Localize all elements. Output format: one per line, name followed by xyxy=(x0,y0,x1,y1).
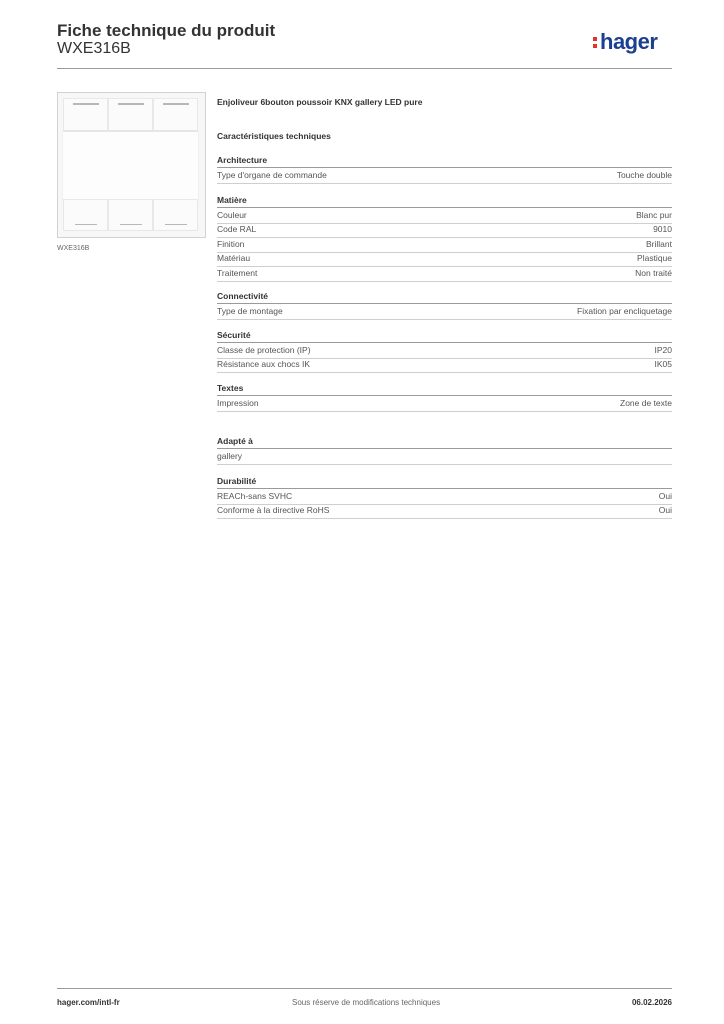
section-heading: Matière xyxy=(217,195,672,208)
brand-logo-text: hager xyxy=(600,29,658,54)
spec-label: Type de montage xyxy=(217,306,283,316)
spec-label: Traitement xyxy=(217,267,258,278)
page-title: Fiche technique du produit xyxy=(57,21,276,40)
section-heading: Durabilité xyxy=(217,476,672,489)
logo-dots-icon xyxy=(593,37,597,51)
footer-website: hager.com/intl-fr xyxy=(57,998,120,1007)
header-divider xyxy=(57,68,672,69)
footer-divider xyxy=(57,988,672,989)
spec-label: Classe de protection (IP) xyxy=(217,345,311,355)
spec-row xyxy=(217,268,672,282)
spec-label: Type d'organe de commande xyxy=(217,170,327,180)
spec-label: gallery xyxy=(217,451,243,461)
spec-row xyxy=(217,306,672,320)
section-heading: Adapté à xyxy=(217,436,672,449)
spec-label: Matériau xyxy=(217,253,251,264)
image-caption: WXE316B xyxy=(57,245,90,252)
spec-row xyxy=(217,345,672,359)
spec-value: Zone de texte xyxy=(620,398,672,408)
technical-heading: Caractéristiques techniques xyxy=(217,131,331,141)
spec-row xyxy=(217,253,672,267)
spec-row xyxy=(217,239,672,253)
spec-value: Oui xyxy=(658,491,672,501)
spec-label: Finition xyxy=(217,238,245,249)
spec-label: Code RAL xyxy=(217,224,257,235)
product-reference: WXE316B xyxy=(57,40,131,57)
spec-value: Plastique xyxy=(637,253,672,264)
spec-value: 9010 xyxy=(653,224,672,235)
spec-row xyxy=(217,451,672,465)
spec-value: Fixation par encliquetage xyxy=(577,306,672,316)
push-button-panel-image xyxy=(63,98,198,231)
brand-logo xyxy=(593,29,657,55)
section-heading: Textes xyxy=(217,383,672,396)
spec-value: IP20 xyxy=(654,345,672,355)
spec-label: Conforme à la directive RoHS xyxy=(217,505,330,516)
spec-row xyxy=(217,210,672,224)
spec-value: Non traité xyxy=(635,267,672,278)
product-name: Enjoliveur 6bouton poussoir KNX gallery LED pure xyxy=(217,97,423,107)
spec-value: Brillant xyxy=(646,238,672,249)
spec-value: Oui xyxy=(658,505,672,516)
spec-row xyxy=(217,398,672,412)
spec-label: Couleur xyxy=(217,210,247,220)
section-heading: Sécurité xyxy=(217,330,672,343)
spec-row xyxy=(217,491,672,505)
spec-label: Impression xyxy=(217,398,259,408)
footer-date: 06.02.2026 xyxy=(631,998,672,1007)
spec-value: IK05 xyxy=(654,359,672,370)
footer-disclaimer: Sous réserve de modifications techniques xyxy=(292,998,441,1007)
spec-value: Touche double xyxy=(616,170,672,180)
section-heading: Connectivité xyxy=(217,291,672,304)
spec-row xyxy=(217,224,672,238)
section-heading: Architecture xyxy=(217,155,672,168)
spec-label: Résistance aux chocs IK xyxy=(217,359,311,370)
spec-row xyxy=(217,505,672,519)
spec-label: REACh-sans SVHC xyxy=(217,491,293,501)
product-image xyxy=(57,92,206,238)
spec-row xyxy=(217,170,672,184)
spec-value: Blanc pur xyxy=(636,210,672,220)
spec-row xyxy=(217,359,672,373)
